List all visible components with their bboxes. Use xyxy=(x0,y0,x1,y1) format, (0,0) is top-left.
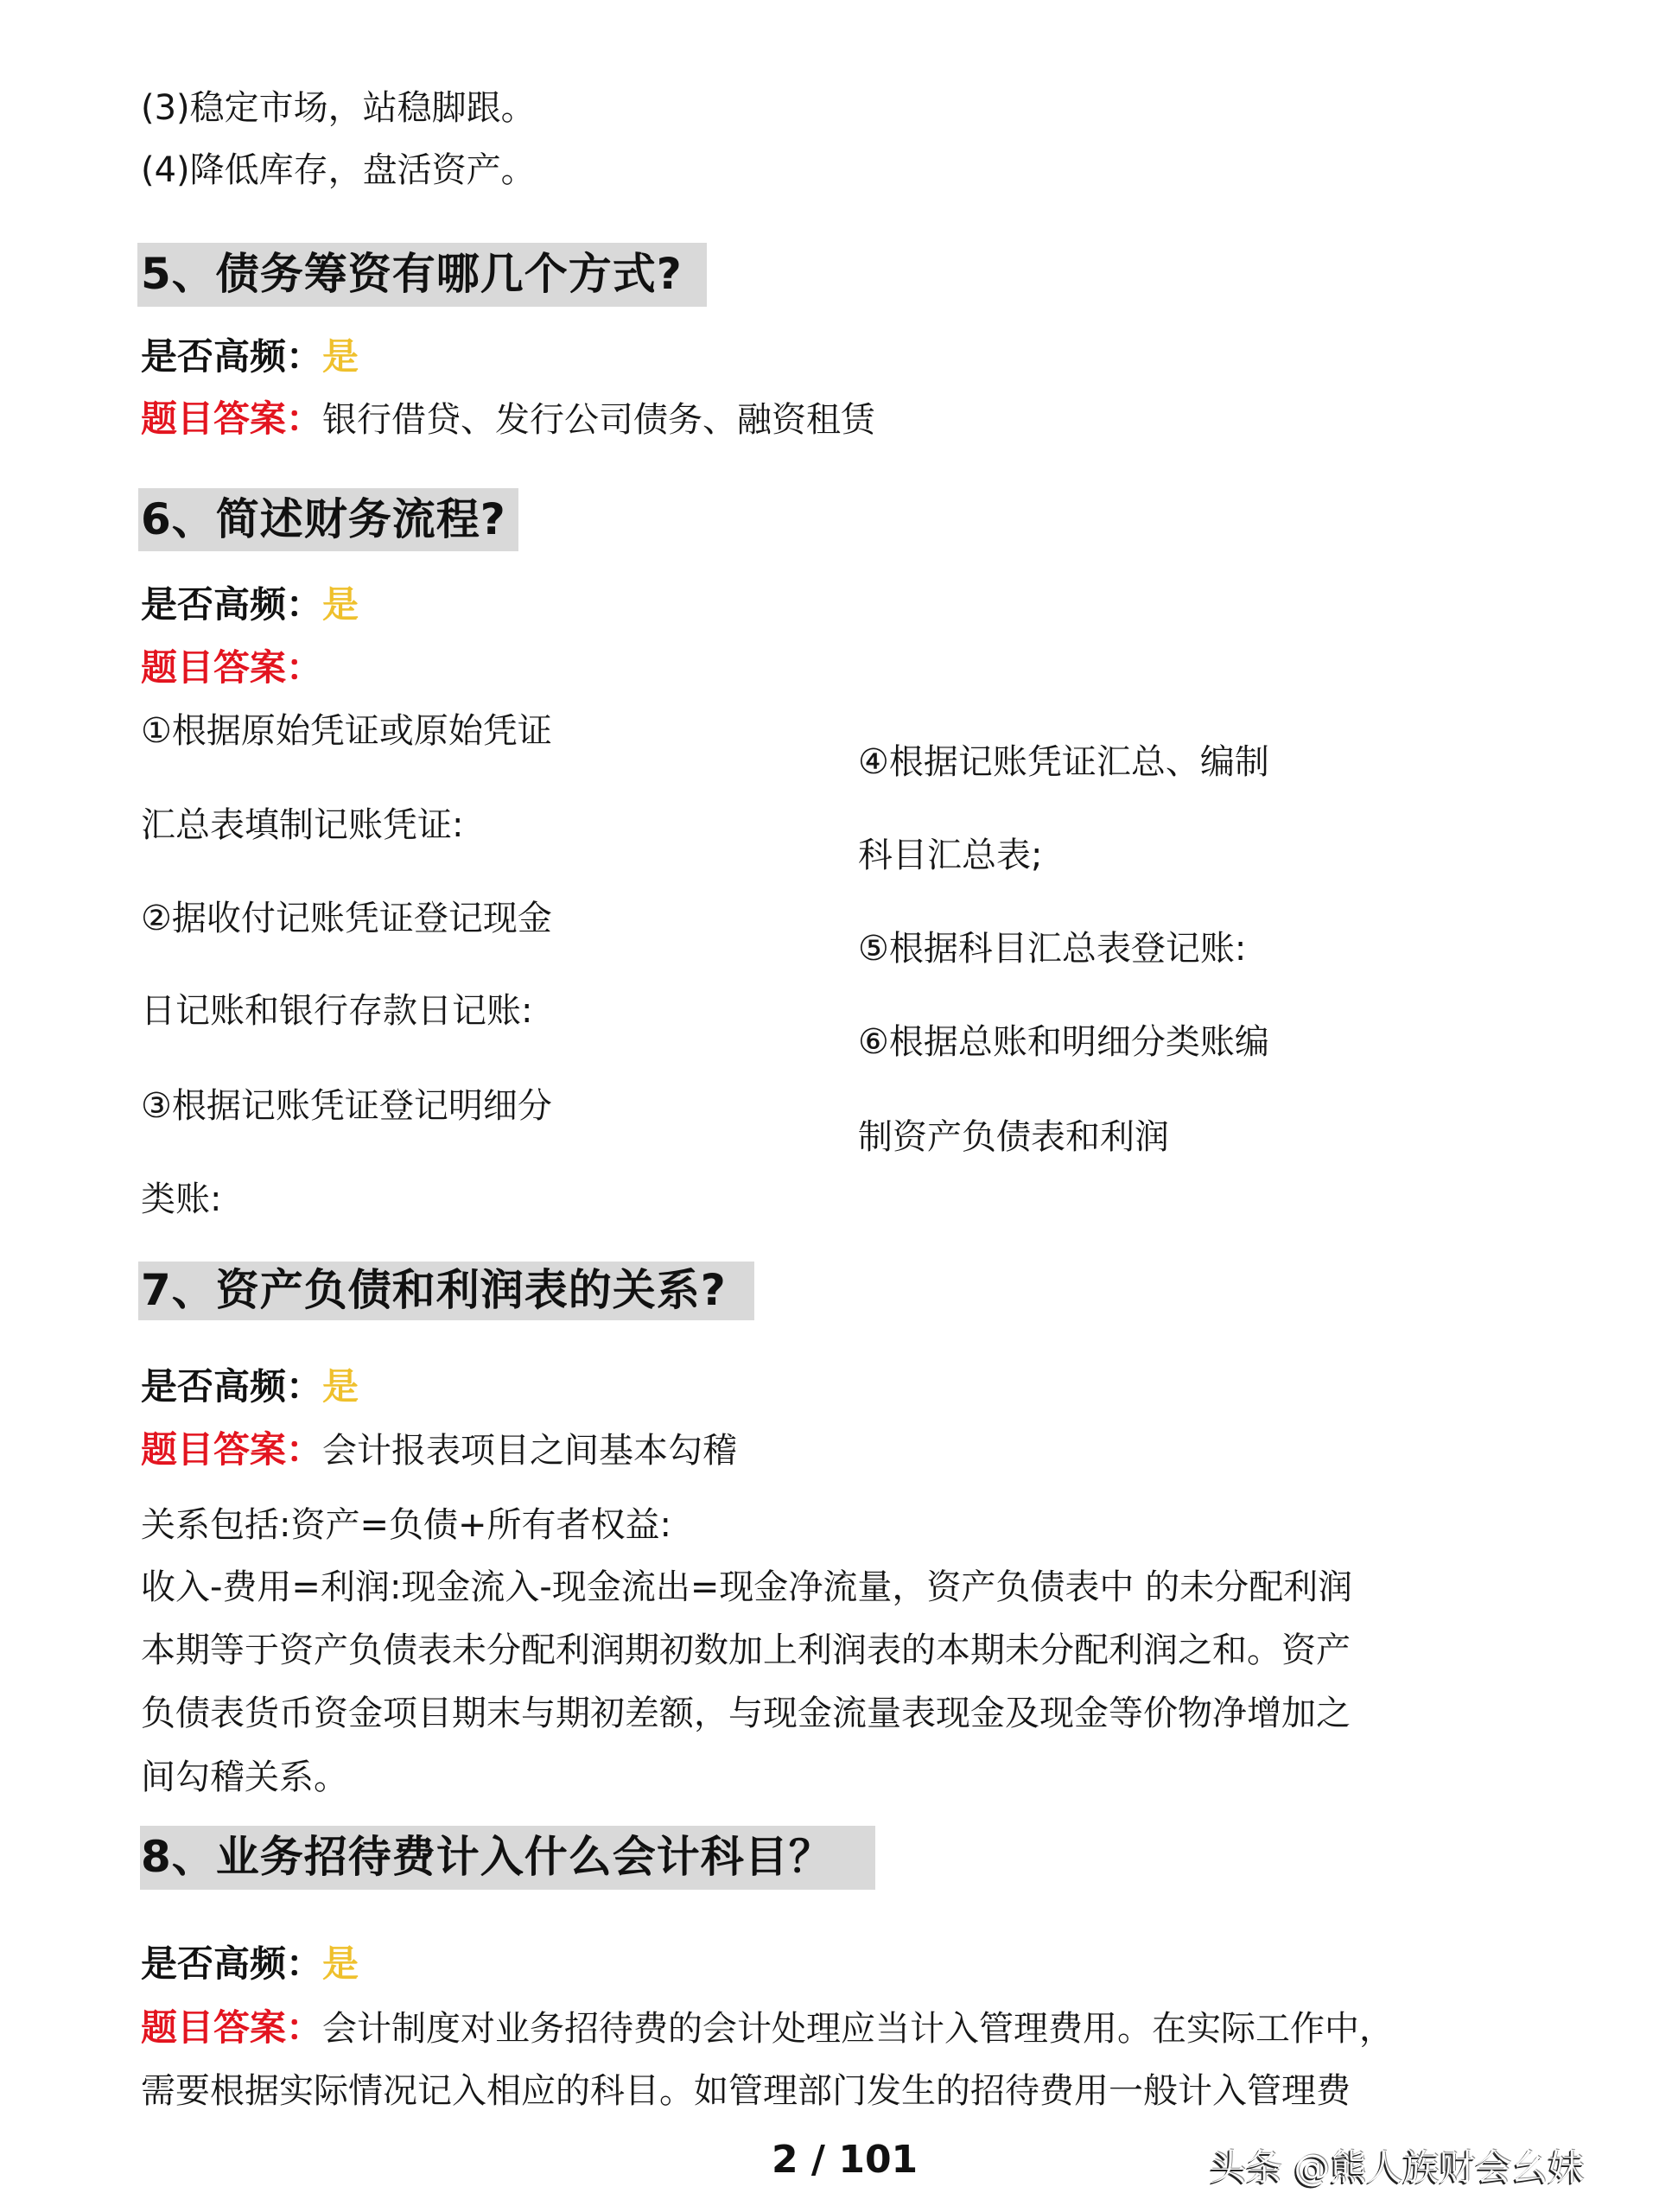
question-7-high-freq-row xyxy=(141,1365,359,1408)
step-line: ①根据原始凭证或原始凭证 xyxy=(141,711,552,751)
watermark: 头条 @熊人族财会幺妹 xyxy=(1210,2146,1585,2189)
answer-label: 题目答案： xyxy=(141,397,323,440)
question-6-answer-row xyxy=(141,646,323,689)
question-8-high-freq-row xyxy=(141,1942,359,1985)
step-line: ⑥根据总账和明细分类账编 xyxy=(858,1022,1269,1062)
step-line: ②据收付记账凭证登记现金 xyxy=(141,899,552,938)
step-line: 日记账和银行存款日记账: xyxy=(141,991,533,1031)
answer-text: 银行借贷、发行公司债务、融资租赁 xyxy=(322,400,876,440)
paragraph-line: 负债表货币资金项目期末与期初差额，与现金流量表现金及现金等价物净增加之 xyxy=(141,1694,1351,1733)
high-freq-label: 是否高频： xyxy=(141,1365,323,1408)
step-line: ④根据记账凭证汇总、编制 xyxy=(858,742,1269,782)
step-line: ⑤根据科目汇总表登记账: xyxy=(858,929,1247,969)
question-7-title: 7、资产负债和利润表的关系? xyxy=(141,1265,727,1315)
question-5-answer-row xyxy=(141,397,876,440)
page-indicator: 2 / 101 xyxy=(772,2138,918,2182)
step-line: 科目汇总表; xyxy=(858,836,1043,875)
step-line: 制资产负债表和利润 xyxy=(858,1117,1169,1157)
intro-line-4: (4)降低库存，盘活资产。 xyxy=(141,150,536,190)
high-freq-label: 是否高频： xyxy=(141,583,323,626)
question-7-answer-row xyxy=(141,1428,738,1471)
answer-text: 会计制度对业务招待费的会计处理应当计入管理费用。在实际工作中， xyxy=(322,2009,1395,2049)
paragraph-line: 关系包括:资产=负债+所有者权益: xyxy=(141,1505,671,1545)
step-line: ③根据记账凭证登记明细分 xyxy=(141,1086,552,1126)
question-5-title: 5、债务筹资有哪几个方式? xyxy=(141,249,683,299)
intro-line-3: (3)稳定市场，站稳脚跟。 xyxy=(141,88,536,128)
question-5-high-freq-row xyxy=(141,335,359,378)
high-freq-value: 是 xyxy=(322,335,359,378)
high-freq-value: 是 xyxy=(322,1365,359,1408)
step-line: 类账: xyxy=(141,1179,222,1219)
question-6-title: 6、简述财务流程? xyxy=(141,494,506,544)
paragraph-line: 需要根据实际情况记入相应的科目。如管理部门发生的招待费用一般计入管理费 xyxy=(141,2071,1351,2111)
high-freq-value: 是 xyxy=(322,1942,359,1985)
paragraph-line: 收入-费用=利润:现金流入-现金流出=现金净流量，资产负债表中 的未分配利润 xyxy=(141,1567,1353,1607)
high-freq-label: 是否高频： xyxy=(141,335,323,378)
question-8-answer-row xyxy=(141,2006,1395,2049)
answer-text: 会计报表项目之间基本勾稽 xyxy=(322,1431,738,1471)
question-8-title: 8、业务招待费计入什么会计科目？ xyxy=(141,1832,833,1882)
paragraph-line: 间勾稽关系。 xyxy=(141,1758,348,1797)
high-freq-value: 是 xyxy=(322,583,359,626)
answer-label: 题目答案： xyxy=(141,2006,323,2049)
question-6-high-freq-row xyxy=(141,583,359,626)
step-line: 汇总表填制记账凭证: xyxy=(141,805,464,845)
high-freq-label: 是否高频： xyxy=(141,1942,323,1985)
answer-label: 题目答案： xyxy=(141,646,323,689)
paragraph-line: 本期等于资产负债表未分配利润期初数加上利润表的本期未分配利润之和。资产 xyxy=(141,1630,1351,1670)
answer-label: 题目答案： xyxy=(141,1428,323,1471)
